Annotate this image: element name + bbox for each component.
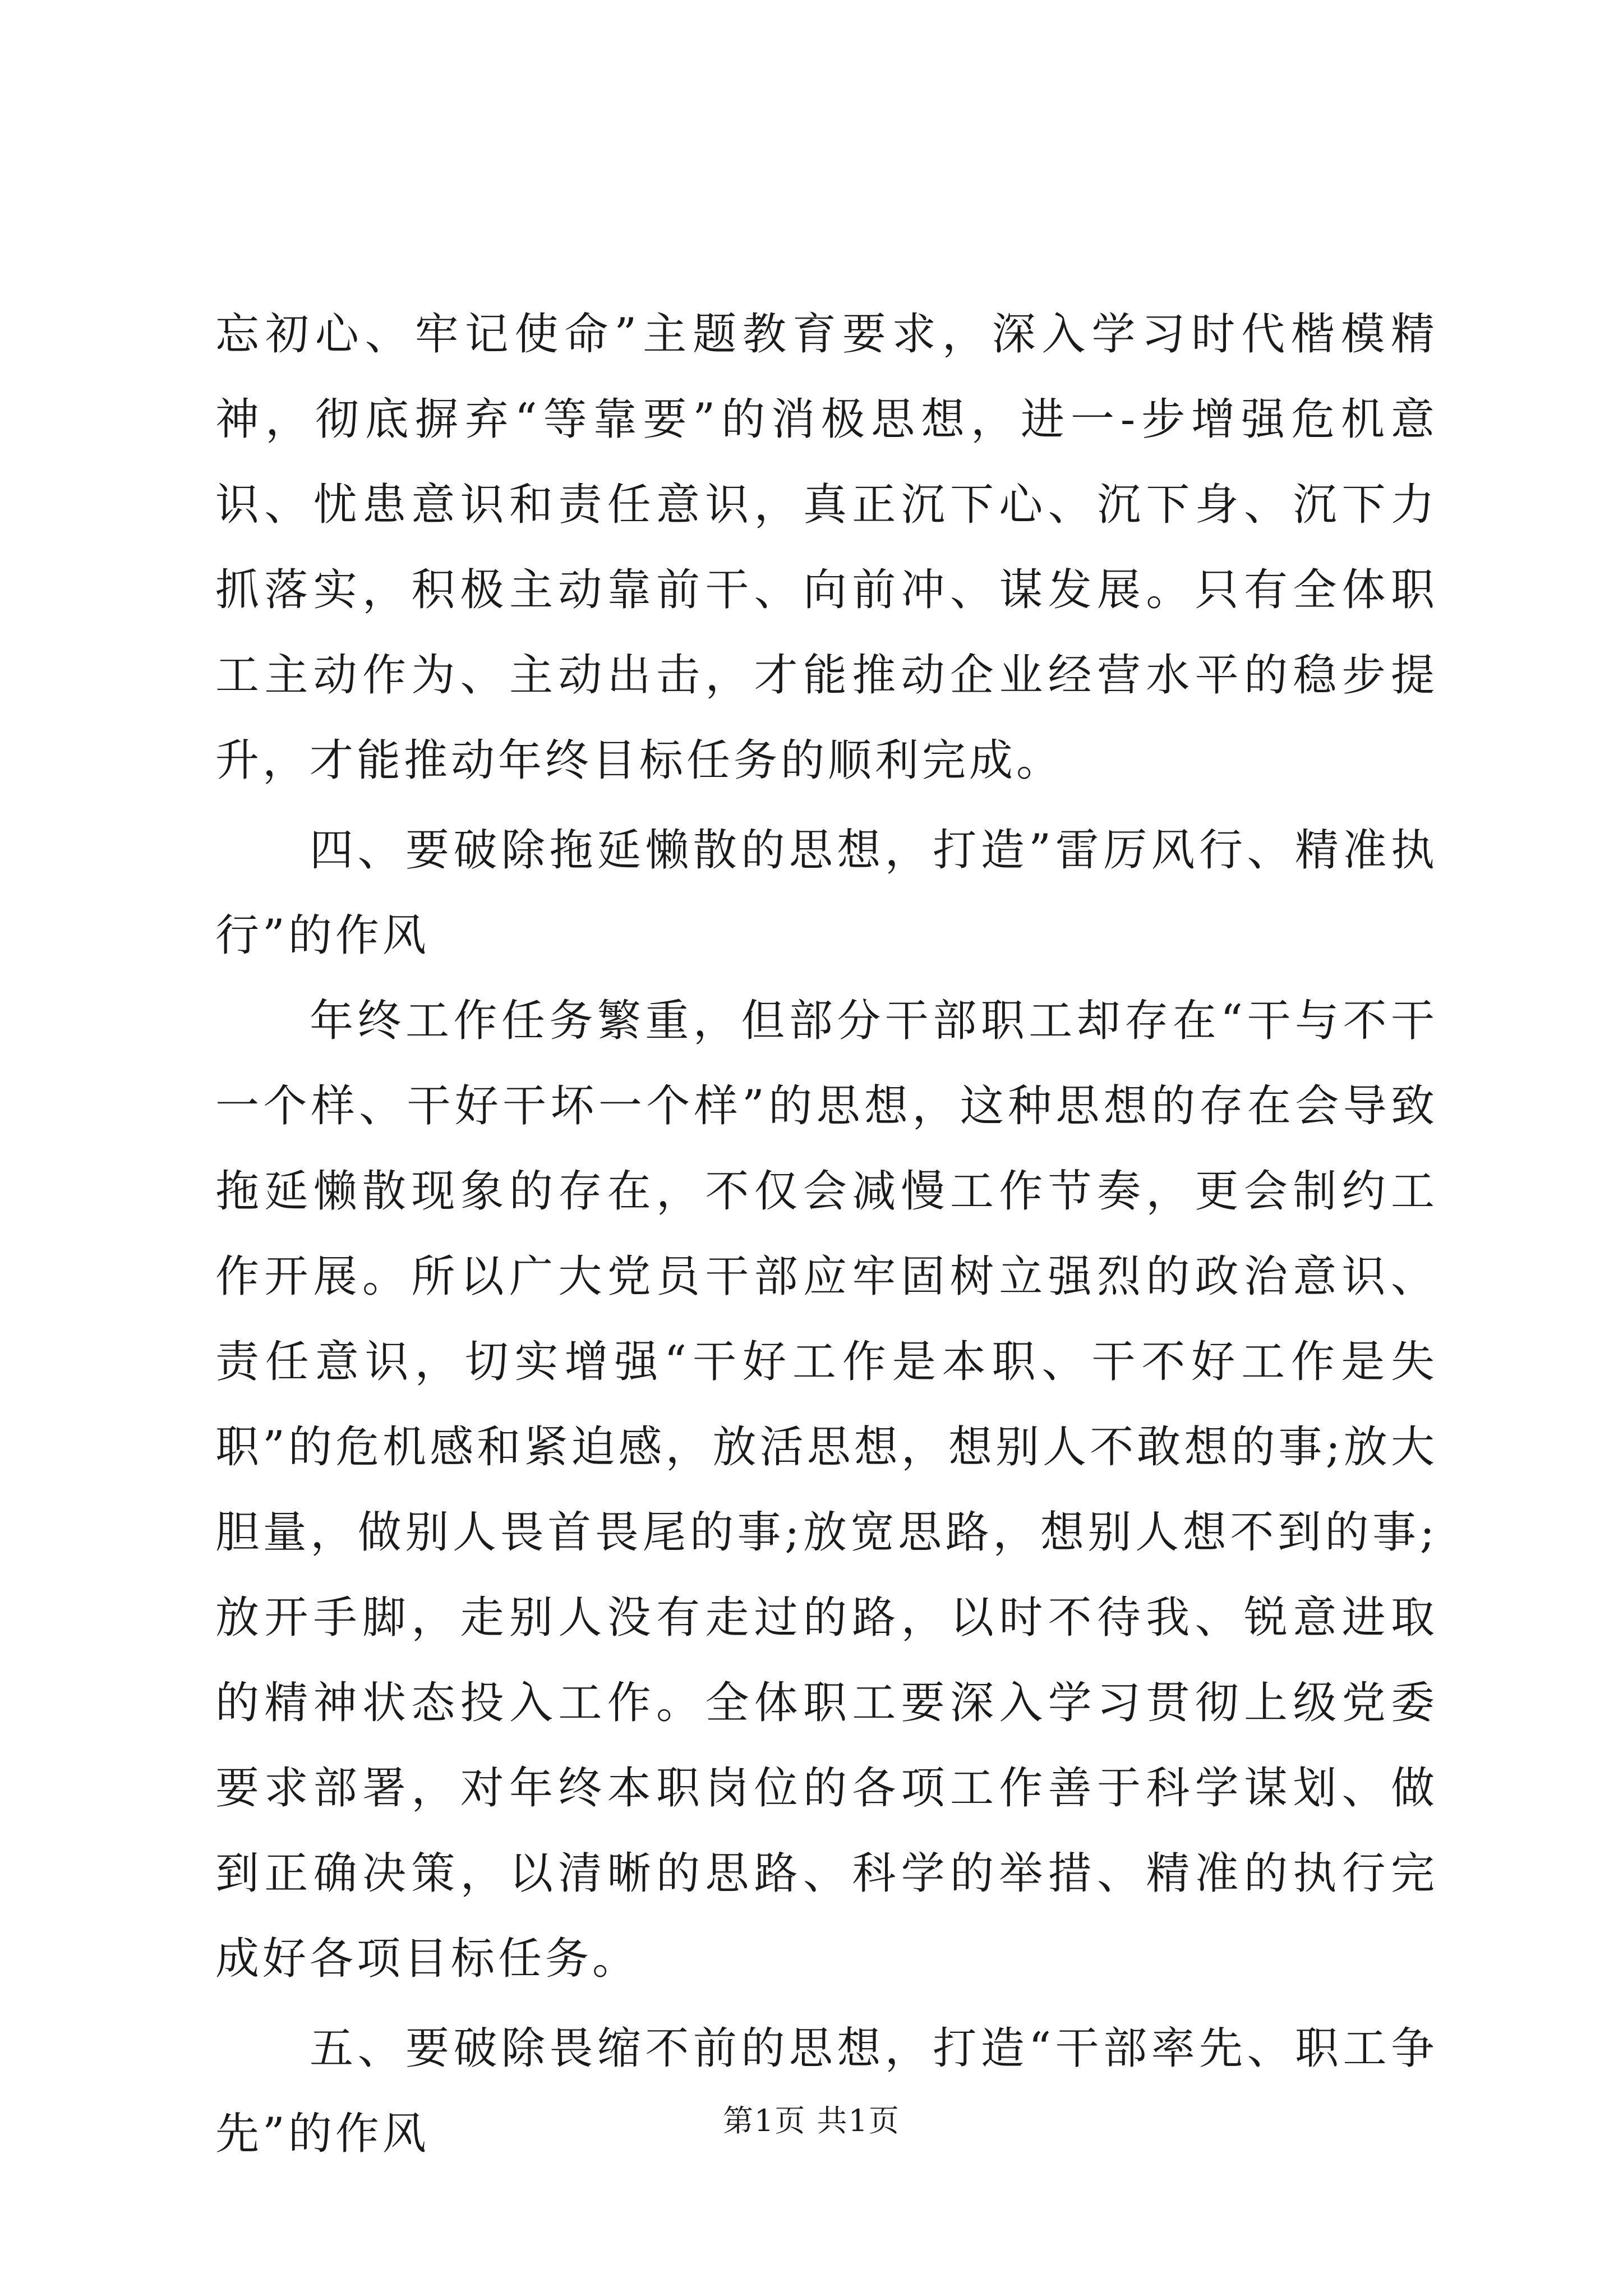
paragraph-continuation: 忘初心、牢记使命”主题教育要求，深入学习时代楷模精神，彻底摒弃“等靠要”的消极思想，进一-步增强危机意识、忧患意识和责任意识，真正沉下心、沉下身、沉下力抓落实，积极主动靠前干、向前冲、谋发展。只有全体职工主动作为、主动出击，才能推动企业经营水平的稳步提升，才能推动年终目标任务的顺利完成。 [215, 309, 1438, 786]
paragraph-section-four: 年终工作任务繁重，但部分干部职工却存在“干与不干一个样、干好干坏一个样”的思想，这种思想的存在会导致拖延懒散现象的存在，不仅会减慢工作节奏，更会制约工作开展。所以广大党员干部应牢固树立强烈的政治意识、责任意识，切实增强“干好工作是本职、干不好工作是失职”的危机感和紧迫感，放活思想，想别人不敢想的事;放大胆量，做别人畏首畏尾的事;放宽思路，想别人想不到的事;放开手脚，走别人没有走过的路，以时不待我、锐意进取的精神状态投入工作。全体职工要深入学习贯彻上级党委要求部署，对年终本职岗位的各项工作善于科学谋划、做到正确决策，以清晰的思路、科学的举措、精准的执行完成好各项目标任务。 [215, 996, 1438, 1984]
section-heading-five: 五、要破除畏缩不前的思想，打造“干部率先、职工争先”的作风 [215, 2023, 1438, 2159]
page-footer: 第1页 共1页 [723, 2103, 900, 2138]
document-body [215, 292, 1438, 2177]
section-heading-four: 四、要破除拖延懒散的思想，打造”雷厉风行、精准执行”的作风 [215, 825, 1438, 961]
